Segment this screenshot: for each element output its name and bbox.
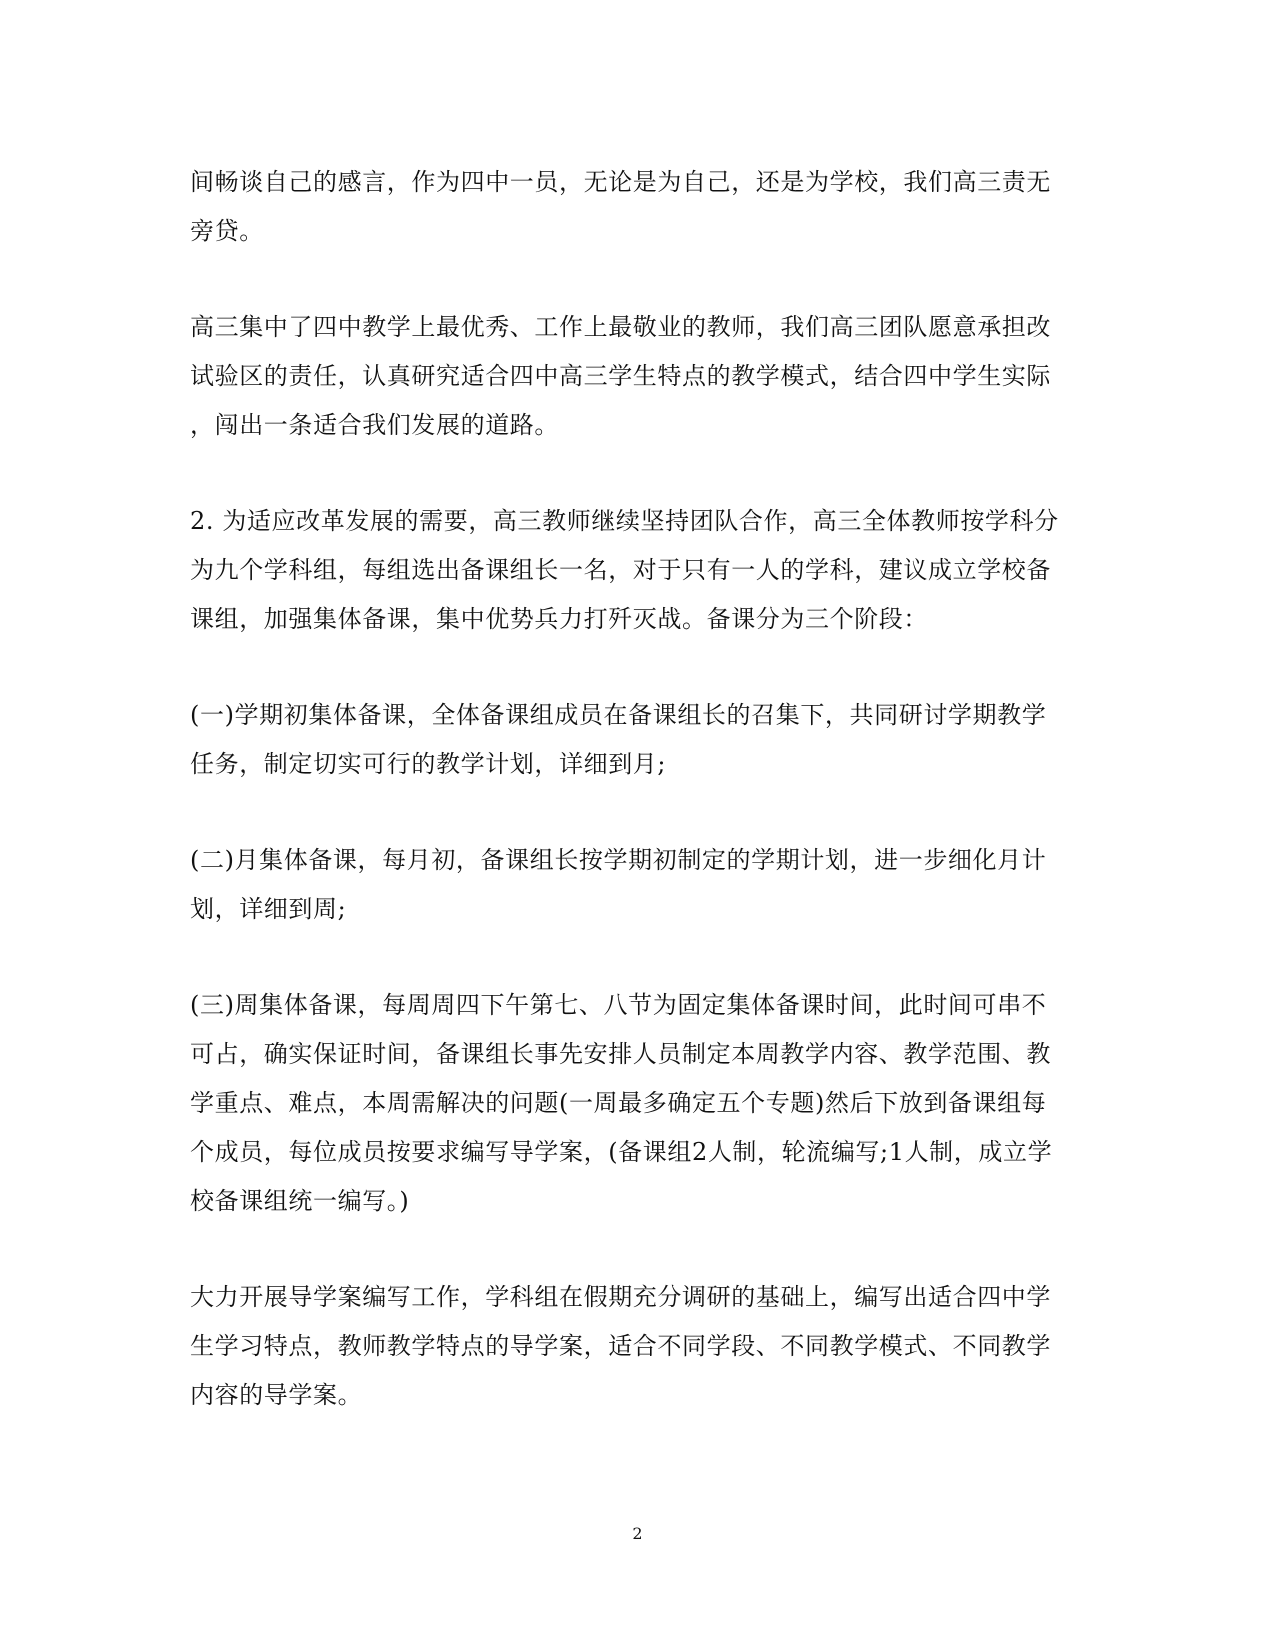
- text-line: 任务，制定切实可行的教学计划，详细到月;: [190, 750, 667, 778]
- paragraph-6: [190, 981, 1070, 1226]
- text-line: ，闯出一条适合我们发展的道路。: [190, 411, 559, 439]
- text-line: (三)周集体备课，每周周四下午第七、八节为固定集体备课时间，此时间可串不: [190, 991, 1047, 1019]
- text-line: (一)学期初集体备课，全体备课组成员在备课组长的召集下，共同研讨学期教学: [190, 701, 1047, 729]
- text-line: 学重点、难点，本周需解决的问题(一周最多确定五个专题)然后下放到备课组每: [190, 1089, 1047, 1117]
- text-line: 2. 为适应改革发展的需要，高三教师继续坚持团队合作，高三全体教师按学科分: [190, 507, 1059, 535]
- paragraph-3: [190, 497, 1070, 644]
- text-line: 试验区的责任，认真研究适合四中高三学生特点的教学模式，结合四中学生实际: [190, 362, 1051, 390]
- paragraph-2: [190, 303, 1070, 450]
- page-number: 2: [632, 1524, 643, 1543]
- text-line: 为九个学科组，每组选出备课组长一名，对于只有一人的学科，建议成立学校备: [190, 556, 1051, 584]
- paragraph-4: [190, 691, 1070, 789]
- text-line: 旁贷。: [190, 217, 264, 245]
- text-line: (二)月集体备课，每月初，备课组长按学期初制定的学期计划，进一步细化月计: [190, 846, 1047, 874]
- text-line: 高三集中了四中教学上最优秀、工作上最敬业的教师，我们高三团队愿意承担改: [190, 313, 1051, 341]
- paragraph-1: [190, 158, 1070, 256]
- text-line: 生学习特点，教师教学特点的导学案，适合不同学段、不同教学模式、不同教学: [190, 1332, 1051, 1360]
- paragraph-5: [190, 836, 1070, 934]
- text-line: 个成员，每位成员按要求编写导学案，(备课组2人制，轮流编写;1人制，成立学: [190, 1138, 1053, 1166]
- document-body: [190, 158, 1070, 1467]
- text-line: 划，详细到周;: [190, 895, 347, 923]
- text-line: 大力开展导学案编写工作，学科组在假期充分调研的基础上，编写出适合四中学: [190, 1283, 1051, 1311]
- text-line: 间畅谈自己的感言，作为四中一员，无论是为自己，还是为学校，我们高三责无: [190, 168, 1051, 196]
- text-line: 内容的导学案。: [190, 1381, 363, 1409]
- paragraph-7: [190, 1273, 1070, 1420]
- text-line: 可占，确实保证时间，备课组长事先安排人员制定本周教学内容、教学范围、教: [190, 1040, 1051, 1068]
- text-line: 课组，加强集体备课，集中优势兵力打歼灭战。备课分为三个阶段：: [190, 605, 928, 633]
- text-line: 校备课组统一编写。): [190, 1187, 410, 1215]
